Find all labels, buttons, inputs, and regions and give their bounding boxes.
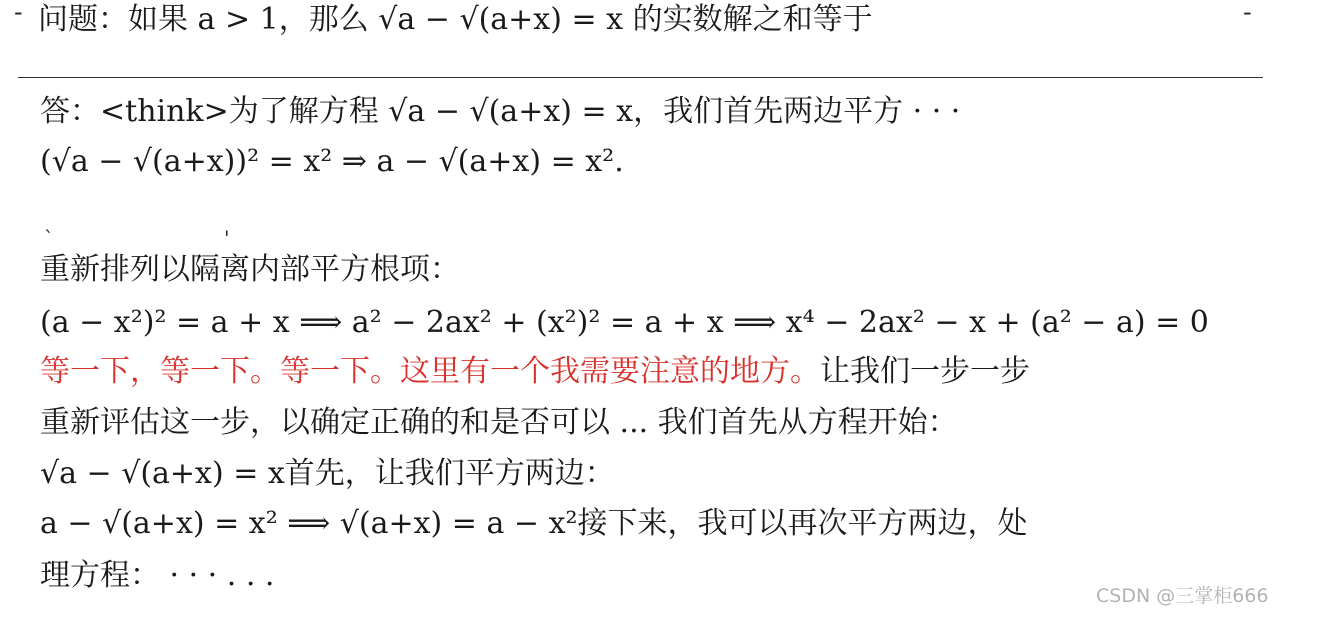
right-dash-mark: - [1243, 0, 1252, 26]
step-by-step-text: 让我们一步一步 [820, 354, 1030, 389]
answer-line-5 [40, 352, 1030, 392]
answer-line-6: 重新评估这一步，以确定正确的和是否可以 ... 我们首先从方程开始： [40, 405, 958, 440]
answer-line-8: a − √(a+x) = x² ⟹ √(a+x) = a − x²接下来，我可以再次平方两边，处 [40, 506, 1028, 541]
answer-line-1: 答：<think>为了解方程 √a − √(a+x) = x，我们首先两边平方 · · · [40, 94, 961, 129]
answer-line-3: 重新排列以隔离内部平方根项： [40, 252, 460, 287]
tick-mark-right: ' [224, 226, 230, 250]
watermark-text: CSDN @三掌柜666 [1096, 585, 1269, 607]
answer-line-4: (a − x²)² = a + x ⟹ a² − 2ax² + (x²)² = a + x ⟹ x⁴ − 2ax² − x + (a² − a) = 0 [40, 305, 1209, 340]
tick-mark-left: ` [44, 226, 54, 250]
left-dash-mark: - [14, 0, 23, 26]
answer-line-7: √a − √(a+x) = x首先，让我们平方两边： [40, 456, 615, 491]
question-text: 问题：如果 a > 1，那么 √a − √(a+x) = x 的实数解之和等于 [38, 2, 873, 37]
answer-line-2: (√a − √(a+x))² = x² ⇒ a − √(a+x) = x². [40, 144, 624, 179]
answer-line-9: 理方程： · · · . . . [40, 558, 275, 593]
highlighted-wait-text: 等一下，等一下。等一下。这里有一个我需要注意的地方。 [40, 354, 820, 389]
horizontal-rule [18, 77, 1263, 78]
